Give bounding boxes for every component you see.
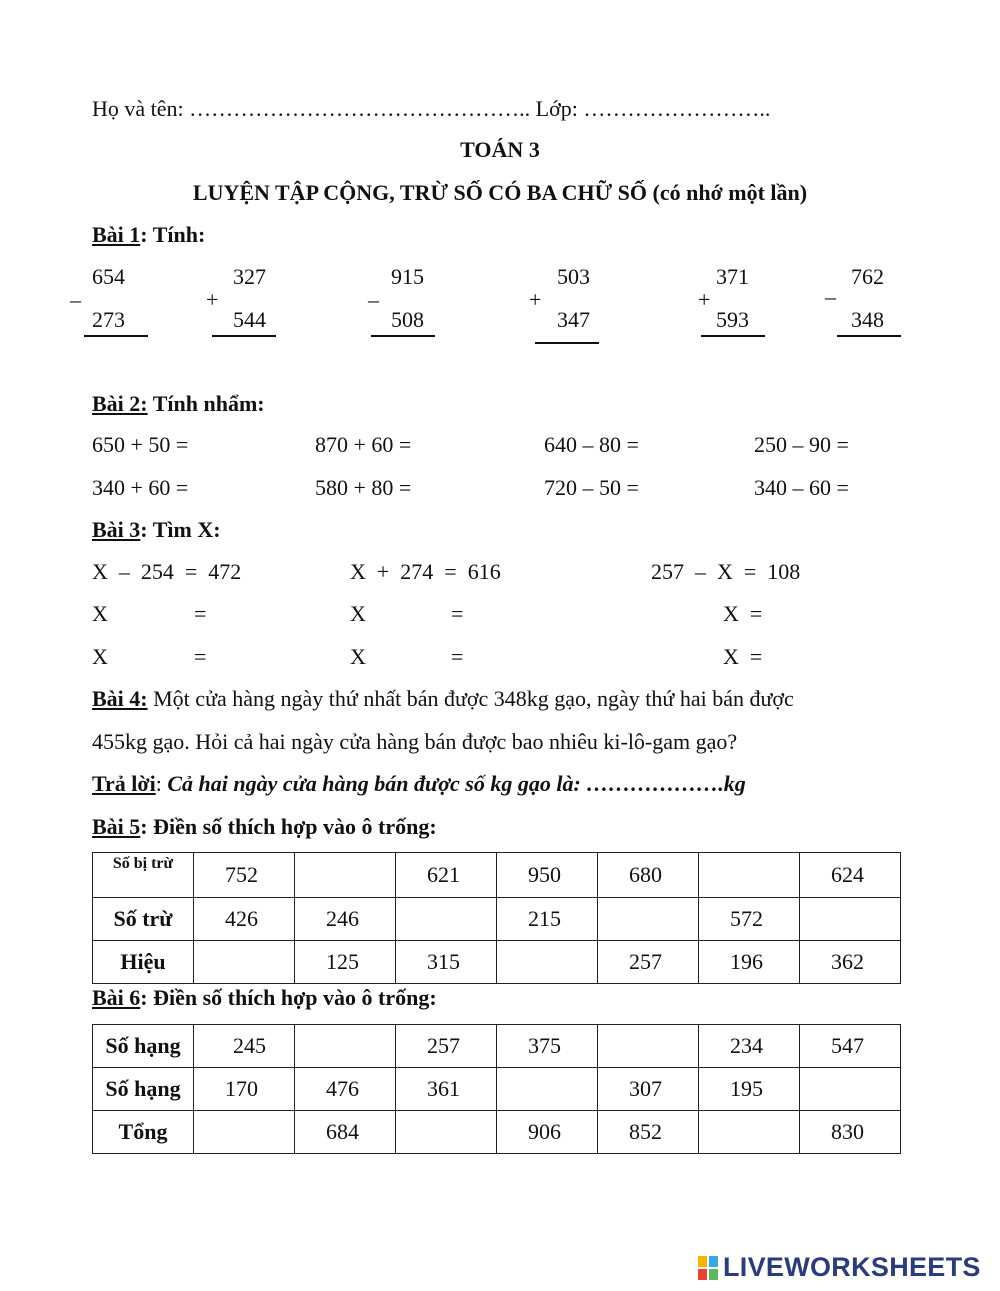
logo-square-icon [697, 1255, 708, 1268]
table-cell: 950 [497, 853, 598, 898]
bai6-heading [92, 985, 437, 1011]
bai5-table [92, 852, 901, 984]
bai4-problem-line2: 455kg gạo. Hỏi cả hai ngày cửa hàng bán được bao nhiêu ki-lô-gam gạo? [92, 729, 738, 754]
bai6-table [92, 1024, 901, 1154]
table-cell-blank[interactable] [598, 1025, 699, 1068]
table-row [93, 853, 901, 898]
row-header: Số bị trừ [93, 853, 194, 898]
bai1-p3-answer-line [371, 335, 435, 337]
row-header: Số trừ [93, 898, 194, 941]
table-cell-blank[interactable] [295, 1025, 396, 1068]
bai2-item: 640 – 80 = [544, 432, 639, 457]
bai1-p4-top: 503 [557, 264, 590, 289]
table-cell: 257 [396, 1025, 497, 1068]
bai1-p2-top: 327 [233, 264, 266, 289]
bai1-p1-answer-line [84, 335, 148, 337]
bai1-p1-bottom: 273 [92, 307, 125, 332]
logo-square-icon [708, 1255, 719, 1268]
bai4-problem-line1 [92, 686, 794, 712]
bai3-x-eq: X = [723, 644, 763, 669]
bai6-label: Bài 6 [92, 985, 141, 1010]
bai3-label: Bài 3 [92, 517, 141, 542]
table-cell-blank[interactable] [396, 1111, 497, 1154]
liveworksheets-logo-icon [697, 1255, 719, 1281]
table-cell: 246 [295, 898, 396, 941]
table-cell: 361 [396, 1068, 497, 1111]
bai5-label: Bài 5 [92, 814, 141, 839]
bai1-p3-bottom: 508 [391, 307, 424, 332]
name-class-line: Họ và tên: ……………………………………….. Lớp: …………………….. [92, 96, 771, 121]
table-cell: 307 [598, 1068, 699, 1111]
table-row [93, 1111, 901, 1154]
table-cell: 621 [396, 853, 497, 898]
bai1-heading [92, 222, 205, 248]
table-cell: 125 [295, 941, 396, 984]
bai1-p2-op: + [206, 287, 219, 312]
table-cell-blank[interactable] [194, 941, 295, 984]
table-cell-blank[interactable] [295, 853, 396, 898]
bai3-equation-3: 257 – X = 108 [651, 559, 801, 584]
bai3-equation-2: X + 274 = 616 [350, 559, 501, 584]
bai3-x-eq: X = [723, 601, 763, 626]
table-cell: 215 [497, 898, 598, 941]
bai5-heading [92, 814, 437, 840]
bai1-p3-op: – [368, 287, 379, 312]
table-cell: 362 [800, 941, 901, 984]
table-cell: 624 [800, 853, 901, 898]
bai3-eq-sign: = [194, 644, 207, 669]
bai3-x: X [92, 644, 108, 669]
bai4-answer-text: Cả hai ngày cửa hàng bán được số kg gạo là: ……………….kg [167, 771, 746, 796]
bai1-label: Bài 1 [92, 222, 141, 247]
bai4-text-1: Một cửa hàng ngày thứ nhất bán được 348kg gạo, ngày thứ hai bán được [147, 686, 794, 711]
table-cell-blank[interactable] [497, 941, 598, 984]
bai2-item: 870 + 60 = [315, 432, 412, 457]
bai2-item: 720 – 50 = [544, 475, 639, 500]
table-cell: 830 [800, 1111, 901, 1154]
bai3-instruction: : Tìm X: [140, 517, 221, 542]
bai4-label: Bài 4: [92, 686, 148, 711]
table-cell-blank[interactable] [800, 1068, 901, 1111]
liveworksheets-logo-text: LIVEWORKSHEETS [723, 1252, 981, 1282]
bai4-answer [92, 771, 746, 797]
bai3-x: X [92, 601, 108, 626]
table-cell-blank[interactable] [598, 898, 699, 941]
table-cell-blank[interactable] [497, 1068, 598, 1111]
row-header: Hiệu [93, 941, 194, 984]
bai1-p6-top: 762 [851, 264, 884, 289]
bai2-heading [92, 391, 265, 417]
bai1-p6-answer-line [837, 335, 901, 337]
bai4-answer-label: Trả lời [92, 771, 156, 796]
row-header: Số hạng [93, 1068, 194, 1111]
table-cell: 195 [699, 1068, 800, 1111]
table-cell-blank[interactable] [699, 853, 800, 898]
bai1-p6-op: – [825, 284, 836, 309]
table-cell: 752 [194, 853, 295, 898]
table-cell: 375 [497, 1025, 598, 1068]
bai2-item: 250 – 90 = [754, 432, 849, 457]
table-row [93, 898, 901, 941]
table-cell-blank[interactable] [396, 898, 497, 941]
bai5-instruction: : Điền số thích hợp vào ô trống: [140, 814, 437, 839]
table-cell: 547 [800, 1025, 901, 1068]
table-cell: 426 [194, 898, 295, 941]
bai1-p1-top: 654 [92, 264, 125, 289]
table-row [93, 1025, 901, 1068]
liveworksheets-logo[interactable] [697, 1252, 981, 1283]
bai1-p1-op: – [70, 287, 81, 312]
table-cell: 684 [295, 1111, 396, 1154]
bai1-p5-answer-line [701, 335, 765, 337]
bai2-item: 580 + 80 = [315, 475, 412, 500]
table-cell: 170 [194, 1068, 295, 1111]
bai6-instruction: : Điền số thích hợp vào ô trống: [140, 985, 437, 1010]
bai2-item: 650 + 50 = [92, 432, 189, 457]
table-cell: 572 [699, 898, 800, 941]
table-cell: 257 [598, 941, 699, 984]
bai1-p4-bottom: 347 [557, 307, 590, 332]
bai3-eq-sign: = [451, 601, 464, 626]
table-cell-blank[interactable] [699, 1111, 800, 1154]
bai3-heading [92, 517, 221, 543]
table-cell-blank[interactable] [194, 1111, 295, 1154]
table-cell: 852 [598, 1111, 699, 1154]
bai3-x: X [350, 601, 366, 626]
table-cell: 476 [295, 1068, 396, 1111]
row-header: Số hạng [93, 1025, 194, 1068]
table-cell: 680 [598, 853, 699, 898]
bai1-p5-bottom: 593 [716, 307, 749, 332]
row-header: Tổng [93, 1111, 194, 1154]
bai1-p2-bottom: 544 [233, 307, 266, 332]
bai1-p3-top: 915 [391, 264, 424, 289]
table-row [93, 941, 901, 984]
logo-square-icon [708, 1268, 719, 1281]
bai1-p5-top: 371 [716, 264, 749, 289]
subject-title: TOÁN 3 [460, 137, 540, 162]
table-cell: 245 [194, 1025, 295, 1068]
bai1-p4-answer-line [535, 342, 599, 344]
table-row [93, 1068, 901, 1111]
bai3-equation-1: X – 254 = 472 [92, 559, 242, 584]
logo-square-icon [697, 1268, 708, 1281]
table-cell: 196 [699, 941, 800, 984]
bai2-item: 340 + 60 = [92, 475, 189, 500]
bai1-instruction: : Tính: [140, 222, 206, 247]
bai3-x: X [350, 644, 366, 669]
table-cell: 906 [497, 1111, 598, 1154]
bai3-eq-sign: = [451, 644, 464, 669]
bai4-answer-colon: : [155, 771, 168, 796]
table-cell: 315 [396, 941, 497, 984]
bai2-item: 340 – 60 = [754, 475, 849, 500]
bai2-label: Bài 2: [92, 391, 148, 416]
bai1-p6-bottom: 348 [851, 307, 884, 332]
page-title: LUYỆN TẬP CỘNG, TRỪ SỐ CÓ BA CHỮ SỐ (có nhớ một lần) [192, 180, 808, 205]
bai3-eq-sign: = [194, 601, 207, 626]
bai1-p4-op: + [529, 287, 542, 312]
table-cell: 234 [699, 1025, 800, 1068]
bai1-p2-answer-line [212, 335, 276, 337]
table-cell-blank[interactable] [800, 898, 901, 941]
bai2-instruction: Tính nhẩm: [147, 391, 265, 416]
bai1-p5-op: + [698, 287, 711, 312]
